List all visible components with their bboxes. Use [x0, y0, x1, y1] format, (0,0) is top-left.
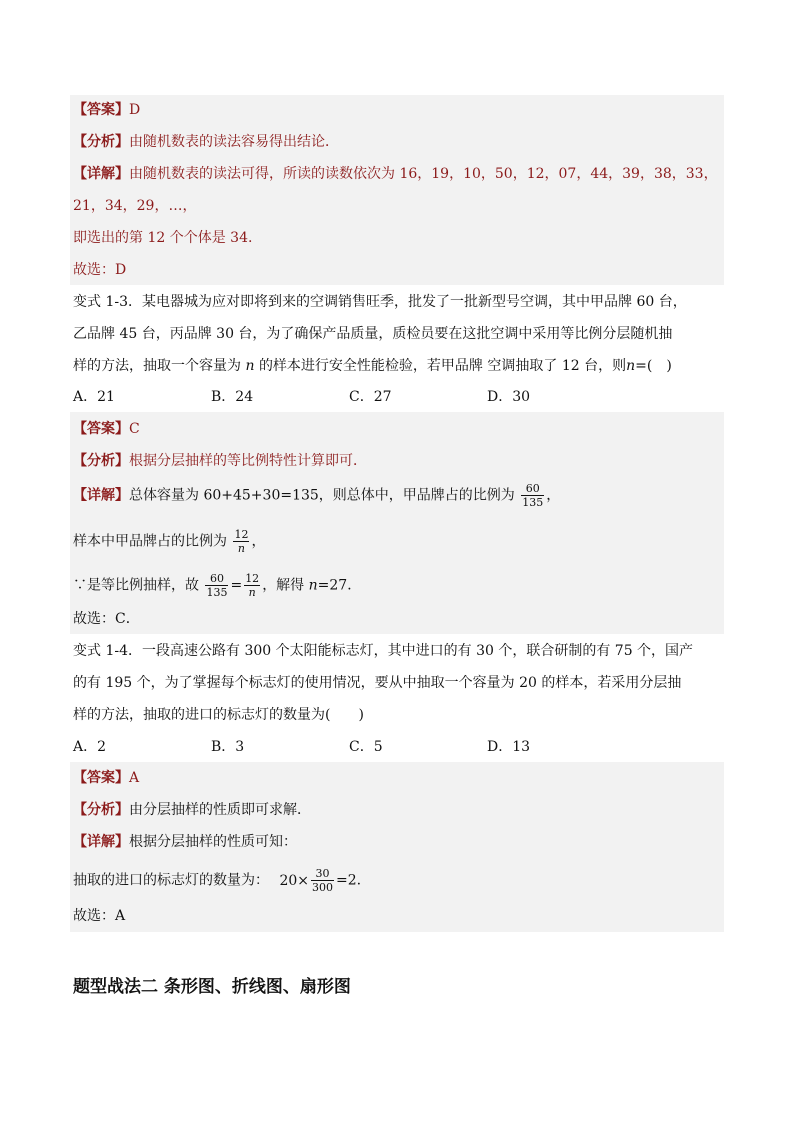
- question-text: 样的方法，抽取一个容量为: [73, 358, 241, 374]
- detail-text: 由随机数表的读法可得，所读的读数依次为 16，19，10，50，12，07，44，39，38，33，: [129, 166, 718, 182]
- question-1-3-line-2: 乙品牌 45 台，丙品牌 30 台，为了确保产品质量，质检员要在这批空调中采用等比例分层随机抽: [73, 326, 673, 342]
- conclusion: 故选：A: [73, 908, 126, 924]
- answer-label: 【答案】: [73, 421, 129, 437]
- fraction: $\frac{60}{135}$: [522, 482, 544, 509]
- detail-line-2: 样本中甲品牌占的比例为 $\frac{12}{n}$ ，: [73, 528, 266, 555]
- option-c: C．5: [349, 739, 383, 755]
- answer-value: C: [129, 421, 140, 437]
- detail-line-3: ∵是等比例抽样，故 $\frac{60}{135}$ = $\frac{12}{n}$ ，解得 n=27．: [73, 572, 362, 599]
- detail-line-2: 抽取的进口的标志灯的数量为： 20× $\frac{30}{300}$ =2.: [73, 867, 362, 894]
- detail-label: 【详解】: [73, 487, 129, 504]
- analysis-text: 根据分层抽样的等比例特性计算即可．: [129, 453, 367, 469]
- detail-text: 总体容量为 60+45+30=135，则总体中，甲品牌占的比例为: [129, 487, 515, 504]
- detail-label: 【详解】: [73, 834, 129, 850]
- question-1-4-line-3: 样的方法，抽取的进口的标志灯的数量为( ): [73, 707, 364, 723]
- question-1-4-line-1: 变式 1-4．一段高速公路有 300 个太阳能标志灯，其中进口的有 30 个，联合研制的有 75 个，国产: [73, 643, 694, 659]
- analysis-line: [73, 131, 339, 153]
- detail-text: ∵是等比例抽样，故: [73, 577, 199, 594]
- analysis-text: 由随机数表的读法容易得出结论．: [129, 134, 339, 150]
- analysis-label: 【分析】: [73, 802, 129, 818]
- question-1-4-line-2: 的有 195 个，为了掌握每个标志灯的使用情况，要从中抽取一个容量为 20 的样本，若采用分层抽: [73, 675, 682, 691]
- answer-line: [73, 99, 140, 121]
- detail-line: [73, 163, 718, 185]
- analysis-text: 由分层抽样的性质即可求解．: [129, 802, 311, 818]
- variable-n: n: [626, 358, 636, 374]
- answer-label: 【答案】: [73, 102, 129, 118]
- option-d: D．30: [487, 389, 531, 405]
- answer-value: A: [129, 770, 140, 786]
- detail-text: 抽取的进口的标志灯的数量为：: [73, 872, 269, 889]
- question-text: 的样本进行安全性能检验，若甲品牌 空调抽取了 12 台，则: [258, 358, 627, 374]
- question-blank: =( ): [635, 358, 672, 374]
- option-b: B．3: [211, 739, 245, 755]
- analysis-label: 【分析】: [73, 453, 129, 469]
- analysis-line: [73, 450, 367, 472]
- section-title: 题型战法二 条形图、折线图、扇形图: [73, 977, 351, 997]
- option-a: A．2: [73, 739, 107, 755]
- answer-line: [73, 418, 140, 440]
- option-b: B．24: [211, 389, 254, 405]
- option-d: D．13: [487, 739, 531, 755]
- answer-label: 【答案】: [73, 770, 129, 786]
- detail-line: [73, 831, 297, 853]
- answer-value: D: [129, 102, 141, 118]
- answer-block-1: [70, 95, 724, 285]
- answer-block-2: [70, 412, 724, 634]
- question-1-3-line-3: [73, 355, 672, 377]
- detail-line: 【详解】总体容量为 60+45+30=135，则总体中，甲品牌占的比例为 $\frac{60}{135}$ ，: [73, 482, 561, 509]
- fraction: $\frac{12}{n}$: [245, 572, 260, 599]
- detail-text: 根据分层抽样的性质可知：: [129, 834, 297, 850]
- analysis-line: [73, 799, 311, 821]
- detail-label: 【详解】: [73, 166, 129, 182]
- conclusion: 故选：C．: [73, 611, 140, 627]
- fraction: $\frac{30}{300}$: [312, 867, 333, 894]
- option-a: A．21: [73, 389, 115, 405]
- analysis-label: 【分析】: [73, 134, 129, 150]
- detail-text: 样本中甲品牌占的比例为: [73, 533, 227, 550]
- detail-result: 即选出的第 12 个个体是 34.: [73, 230, 253, 246]
- variable-n: n: [245, 358, 255, 374]
- option-c: C．27: [349, 389, 392, 405]
- detail-text-continued: 21，34，29，…，: [73, 198, 197, 214]
- answer-line: [73, 767, 139, 789]
- conclusion: 故选：D: [73, 262, 127, 278]
- fraction: $\frac{60}{135}$: [206, 572, 228, 599]
- fraction: $\frac{12}{n}$: [234, 528, 249, 555]
- question-1-3-line-1: 变式 1-3．某电器城为应对即将到来的空调销售旺季，批发了一批新型号空调，其中甲品牌 60 台，: [73, 294, 687, 310]
